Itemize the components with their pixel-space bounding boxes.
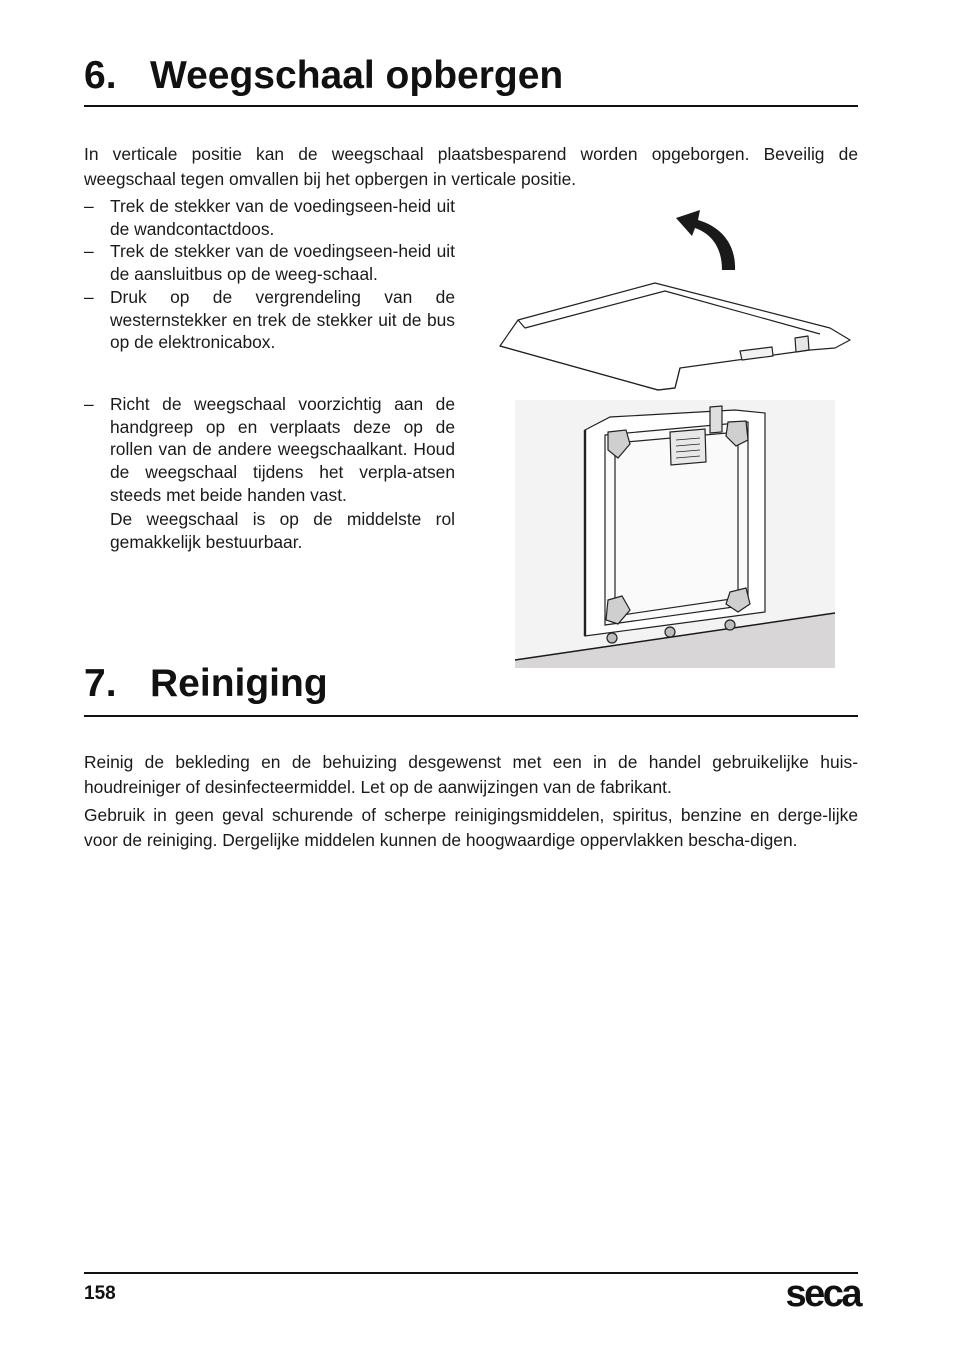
cleaning-paragraph-2: Gebruik in geen geval schurende of scherpe reinigingsmiddelen, spiritus, benzine en derge-lijke voor de reiniging. Dergelijke middelen kunnen de hoogwaardige oppervlakken bescha-digen. <box>84 805 858 850</box>
vertical-scale <box>585 406 765 643</box>
section-6-intro: In verticale positie kan de weegschaal plaatsbesparend worden opgeborgen. Beveilig de weegschaal tegen omvallen bij het opbergen in verticale positie. <box>84 144 858 189</box>
tilted-scale-platform <box>500 283 850 390</box>
list-item-text: Trek de stekker van de voedingseen-heid uit de aansluitbus op de weeg-schaal. <box>110 241 455 285</box>
section-6-title: Weegschaal opbergen <box>150 54 564 97</box>
seca-logo: seca <box>785 1273 860 1315</box>
section-6-heading <box>84 53 858 107</box>
list-item-text: Druk op de vergrendeling van de westernstekker en trek de stekker uit de bus op de elektronicabox. <box>110 286 455 353</box>
list-item <box>84 393 455 507</box>
curved-arrow-icon <box>676 210 735 270</box>
section-6-number: 6. <box>84 54 117 97</box>
scale-storage-illustration <box>490 200 860 670</box>
page-number: 158 <box>84 1283 116 1304</box>
steps-list-unplug <box>84 195 455 354</box>
list-item-text: Richt de weegschaal voorzichtig aan de handgreep op en verplaats deze op de rollen van de andere weegschaalkant. Houd de weegschaal tijdens het verpla-atsen steeds met beide handen vast. <box>110 394 455 505</box>
list-item-text: Trek de stekker van de voedingseen-heid uit de wandcontactdoos. <box>110 196 455 239</box>
section-7-heading <box>84 661 858 717</box>
list-item <box>84 286 455 354</box>
list-dash: – <box>84 286 94 307</box>
footer-divider <box>84 1272 858 1274</box>
list-dash: – <box>84 394 94 414</box>
list-item <box>84 240 455 285</box>
list-dash: – <box>84 241 94 262</box>
steps-list-move <box>84 393 455 507</box>
list-dash: – <box>84 196 94 216</box>
section-7-number: 7. <box>84 662 117 705</box>
section-7-title: Reiniging <box>150 662 328 705</box>
step-note: De weegschaal is op de middelste rol gemakkelijk bestuurbaar. <box>110 509 455 552</box>
cleaning-paragraph-1: Reinig de bekleding en de behuizing desgewenst met een in de handel gebruikelijke huis-houdreiniger of desinfecteermiddel. Let op de aanwijzingen van de fabrikant. <box>84 752 858 797</box>
list-item <box>84 195 455 240</box>
